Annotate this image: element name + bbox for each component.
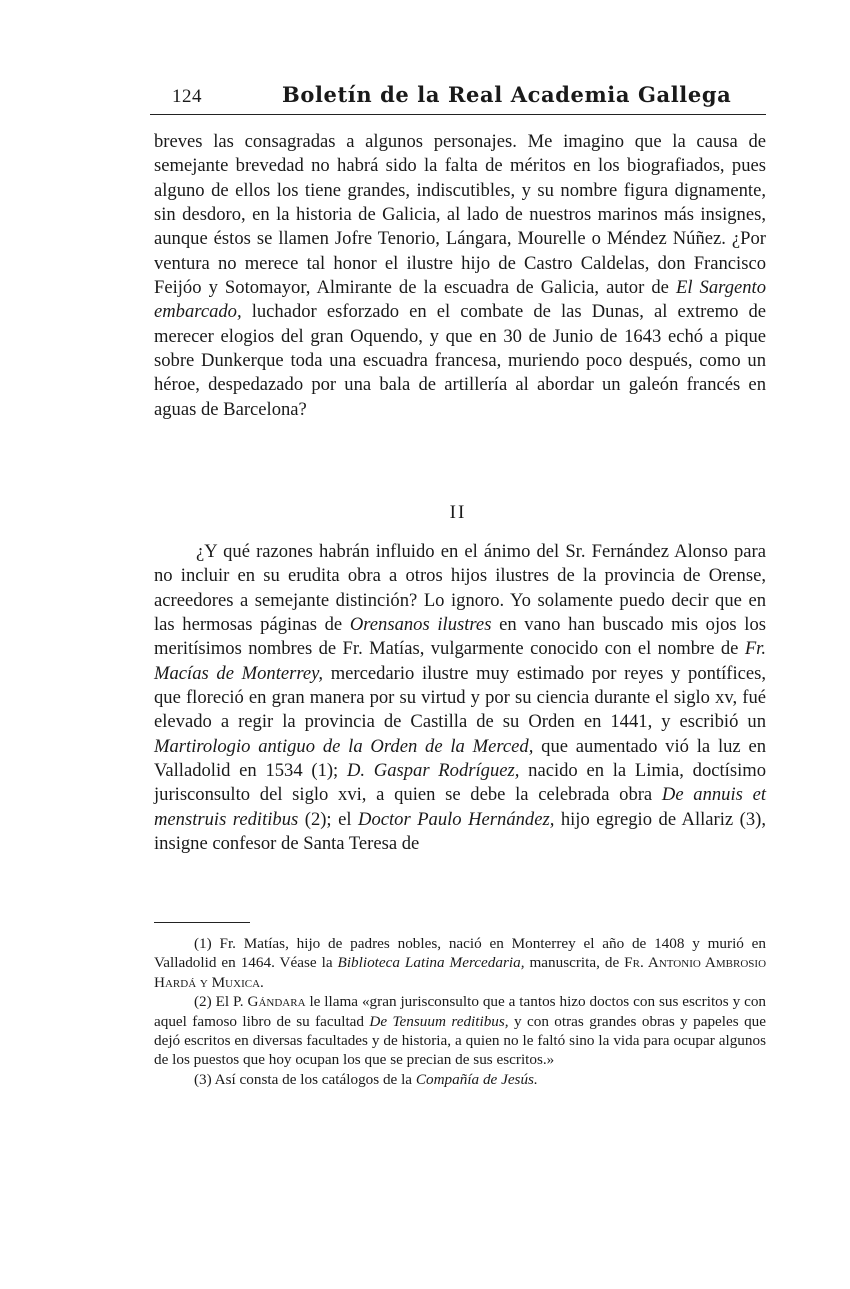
paragraph [154,540,766,856]
book-title: De Tensuum reditibus, [369,1012,509,1030]
author-name: Fr. Antonio Ambrosio Hardá y Muxica. [154,954,767,991]
paragraph [154,130,766,422]
text-run: ¿Y qué razones habrán influido en el ánimo del Sr. Fernández Alonso para no incluir en su erudita obra a otros hijos ilustres de la provincia de Orense, acreedores a semejante distinción? Lo ignoro. Yo solamente puedo decir que en las hermosas páginas de [154,541,766,636]
body-paragraph-1 [154,130,766,422]
running-header [150,78,766,115]
text-run: nacido en la Limia, doctísimo jurisconsulto del siglo xvi, a quien se debe la celebrada obra [154,760,767,806]
text-run: le llama «gran jurisconsulto que a tantos hizo doctos con sus escritos y con aquel famoso libro de su facultad [154,993,767,1030]
text-run: luchador esforzado en el combate de las Dunas, al extremo de merecer elogios del gran Oquendo, y que en 30 de Junio de 1643 echó a pique sobre Dunkerque toda una escuadra francesa, muriendo poco después, como un héroe, despedazado por una bala de artillería al abordar un galeón francés en aguas de Barcelona? [154,301,766,420]
text-run: (2); el [298,808,359,830]
footnotes [154,934,766,1089]
person-name: Fr. Macías de Monterrey, [154,638,766,684]
text-run: mercedario ilustre muy estimado por reyes y pontífices, que floreció en gran manera por su virtud y por su ciencia durante el siglo xv, fué elevado a regir la provincia de Castilla de su Orden en 1441, y escribió un [154,662,766,733]
footnote-2 [154,992,766,1070]
person-name: Doctor Paulo Hernández, [358,808,555,830]
text-run: breves las consagradas a algunos personajes. Me imagino que la causa de semejante brevedad no habrá sido la falta de méritos en los biografiados, pues alguno de ellos los tiene grandes, indiscutibles, y su nombre figura dignamente, sin desdoro, en la historia de Galicia, al lado de nuestros marinos más insignes, aunque éstos se llamen Jofre Tenorio, Lángara, Mourelle o Méndez Núñez. ¿Por ventura no merece tal honor el ilustre hijo de Castro Caldelas, don Francisco Feijóo y Sotomayor, Almirante de la escuadra de Galicia, autor de [154,131,766,299]
institution-name: Compañía de Jesús. [415,1070,538,1088]
footnote-divider [154,922,250,923]
footnote-3 [154,1070,766,1089]
section-heading: II [449,502,467,523]
book-title: Biblioteca Latina Mercedaria, [337,954,525,972]
book-title: El Sargento embarcado, [154,277,766,323]
text-run: hijo egregio de Allariz (3), insigne confesor de Santa Teresa de [154,808,766,855]
text-run: (2) El P. [194,993,248,1011]
body-paragraph-2 [154,540,766,856]
person-name: D. Gaspar Rodríguez, [346,760,520,782]
book-title: Orensanos ilustres [349,614,492,636]
book-title: De annuis et menstruis reditibus [154,784,766,830]
text-run: (1) Fr. Matías, hijo de padres nobles, nació en Monterrey el año de 1408 y murió en Valladolid en 1464. Véase la [154,935,766,972]
page-number: 124 [172,86,202,107]
author-name: Gándara [247,993,306,1011]
text-run: (3) Así consta de los catálogos de la [194,1070,416,1088]
text-run: manuscrita, de [524,954,625,972]
running-title: Boletín de la Real Academia Gallega [282,82,732,107]
text-run: y con otras grandes obras y papeles que dejó escritos en diversas facultades y de historia, a quien no le faltó sino la vida para ocupar algunos de los puestos que hoy ocupan los que se precian de sus escritos.» [154,1012,766,1069]
text-run: que aumentado vió la luz en Valladolid en 1534 (1); [154,735,766,782]
book-title: Martirologio antiguo de la Orden de la Merced, [154,735,534,757]
text-run: en vano han buscado mis ojos los meritísimos nombres de Fr. Matías, vulgarmente conocido con el nombre de [154,614,766,660]
footnote-1 [154,934,766,992]
